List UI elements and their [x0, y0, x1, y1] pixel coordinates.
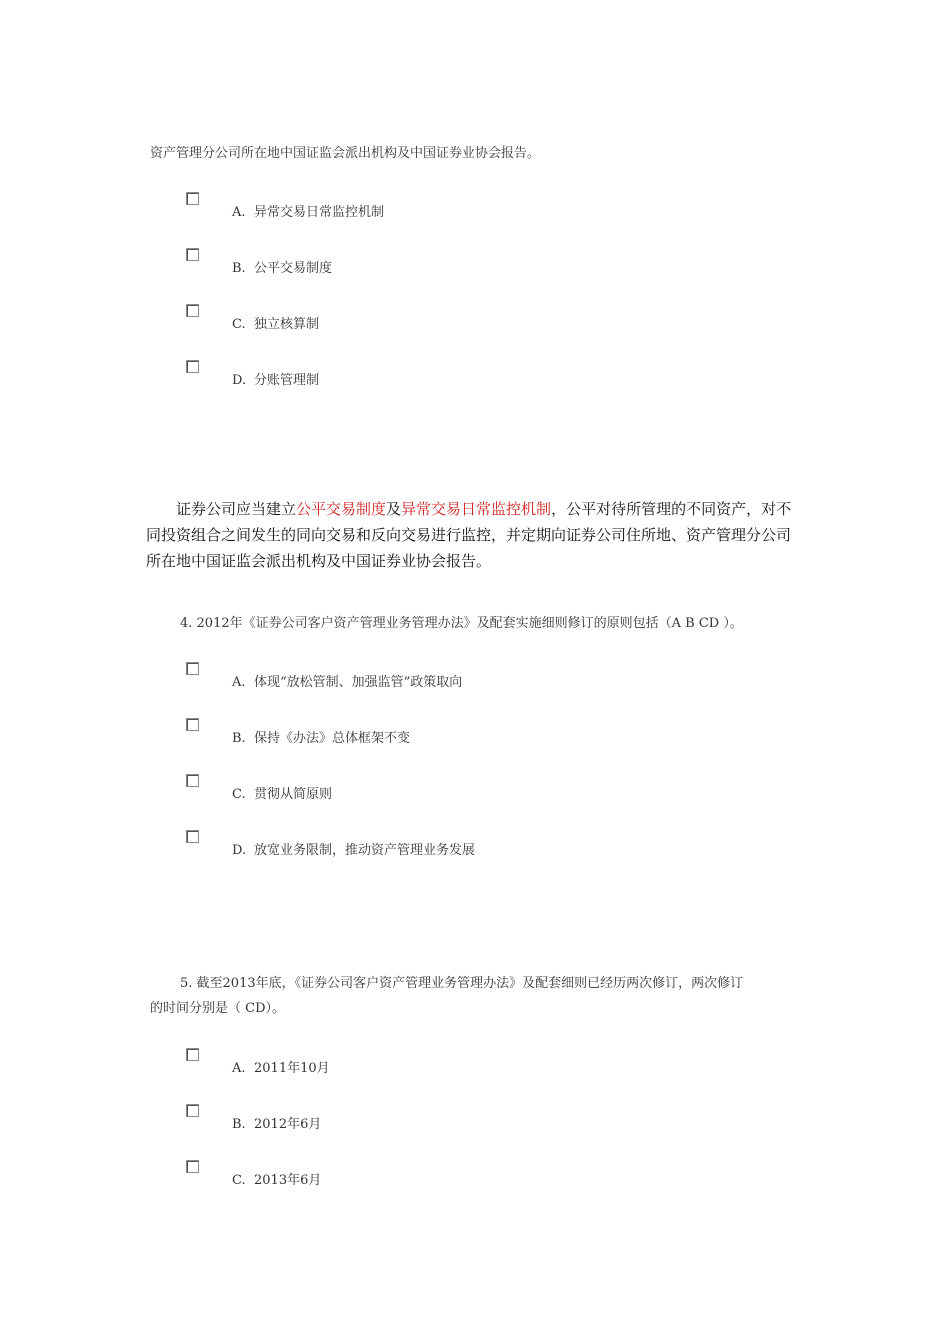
q5-option-c-text: 2013年6月: [254, 1173, 322, 1188]
q5-option-a-label: [232, 1060, 330, 1078]
q5-option-b-label: [232, 1116, 321, 1134]
q4-option-b-letter: B.: [232, 731, 246, 746]
top-fragment-text: 资产管理分公司所在地中国证监会派出机构及中国证券业协会报告。: [150, 146, 541, 161]
q3-option-a-label: [232, 204, 384, 222]
explanation-highlight-fair-trading: 公平交易制度: [296, 500, 387, 518]
q3-option-b-letter: B.: [232, 261, 246, 276]
q3-option-d-checkbox[interactable]: [186, 360, 199, 373]
q5-option-b: [186, 1104, 786, 1144]
q5-option-a: [186, 1048, 786, 1088]
q3-option-b-text: 公平交易制度: [254, 261, 333, 276]
q3-option-d-text: 分账管理制: [254, 373, 320, 388]
explanation-paragraph: [146, 496, 796, 574]
q3-option-c-checkbox[interactable]: [186, 304, 199, 317]
q3-option-c-letter: C.: [232, 317, 246, 332]
q4-option-a-text: 体现“放松管制、加强监管”政策取向: [254, 675, 463, 690]
q3-option-a-text: 异常交易日常监控机制: [254, 205, 385, 220]
q3-option-b: [186, 248, 786, 288]
q3-option-a: [186, 192, 786, 232]
q4-option-b-checkbox[interactable]: [186, 718, 199, 731]
q4-option-a: [186, 662, 786, 702]
q3-option-d-letter: D.: [232, 373, 247, 388]
q3-option-d-label: [232, 372, 319, 390]
q4-option-c-checkbox[interactable]: [186, 774, 199, 787]
q5-option-b-text: 2012年6月: [254, 1117, 322, 1132]
q4-option-d-checkbox[interactable]: [186, 830, 199, 843]
q4-option-d: [186, 830, 786, 870]
q4-option-d-letter: D.: [232, 843, 247, 858]
q3-option-a-checkbox[interactable]: [186, 192, 199, 205]
q4-option-c: [186, 774, 786, 814]
q4-option-a-letter: A.: [232, 675, 246, 690]
explanation-highlight-monitoring: 异常交易日常监控机制: [401, 500, 552, 518]
q4-option-d-text: 放宽业务限制，推动资产管理业务发展: [254, 843, 476, 858]
q5-option-a-checkbox[interactable]: [186, 1048, 199, 1061]
q5-option-c: [186, 1160, 786, 1200]
q4-option-c-label: [232, 786, 332, 804]
explanation-part3: ，公平对待所管理的不同资产，对不同投资组合之间发生的同向交易和反向交易进行监控，并定期向证券公司住所地、资产管理分公司所在地中国证监会派出机构及中国证券业协会报告。: [146, 500, 792, 570]
q4-option-b: [186, 718, 786, 758]
q3-option-c-text: 独立核算制: [254, 317, 320, 332]
q5-question-line2: 的时间分别是（ CD）。: [150, 1001, 286, 1016]
q4-question: 4. 2012年《证券公司客户资产管理业务管理办法》及配套实施细则修订的原则包括（A B CD ）。: [180, 616, 743, 631]
q3-option-a-letter: A.: [232, 205, 246, 220]
q5-option-c-letter: C.: [232, 1173, 246, 1188]
q5-option-b-checkbox[interactable]: [186, 1104, 199, 1117]
q3-option-b-label: [232, 260, 332, 278]
explanation-part1: 证券公司应当建立: [176, 500, 297, 518]
explanation-text: [146, 496, 796, 574]
explanation-part2: 及: [386, 500, 402, 518]
q3-option-d: [186, 360, 786, 400]
q4-option-c-text: 贯彻从简原则: [254, 787, 333, 802]
q5-option-a-letter: A.: [232, 1061, 246, 1076]
q4-option-d-label: [232, 842, 475, 860]
q5-option-c-label: [232, 1172, 321, 1190]
q3-option-c-label: [232, 316, 319, 334]
q4-option-b-text: 保持《办法》总体框架不变: [254, 731, 411, 746]
q3-option-b-checkbox[interactable]: [186, 248, 199, 261]
q4-option-c-letter: C.: [232, 787, 246, 802]
q5-option-c-checkbox[interactable]: [186, 1160, 199, 1173]
q4-option-b-label: [232, 730, 410, 748]
q4-option-a-label: [232, 674, 462, 692]
q4-option-a-checkbox[interactable]: [186, 662, 199, 675]
q3-option-c: [186, 304, 786, 344]
q5-option-a-text: 2011年10月: [254, 1061, 330, 1076]
q5-question-line1: 5. 截至2013年底，《证券公司客户资产管理业务管理办法》及配套细则已经历两次修订，两次修订: [180, 976, 744, 991]
q5-option-b-letter: B.: [232, 1117, 246, 1132]
